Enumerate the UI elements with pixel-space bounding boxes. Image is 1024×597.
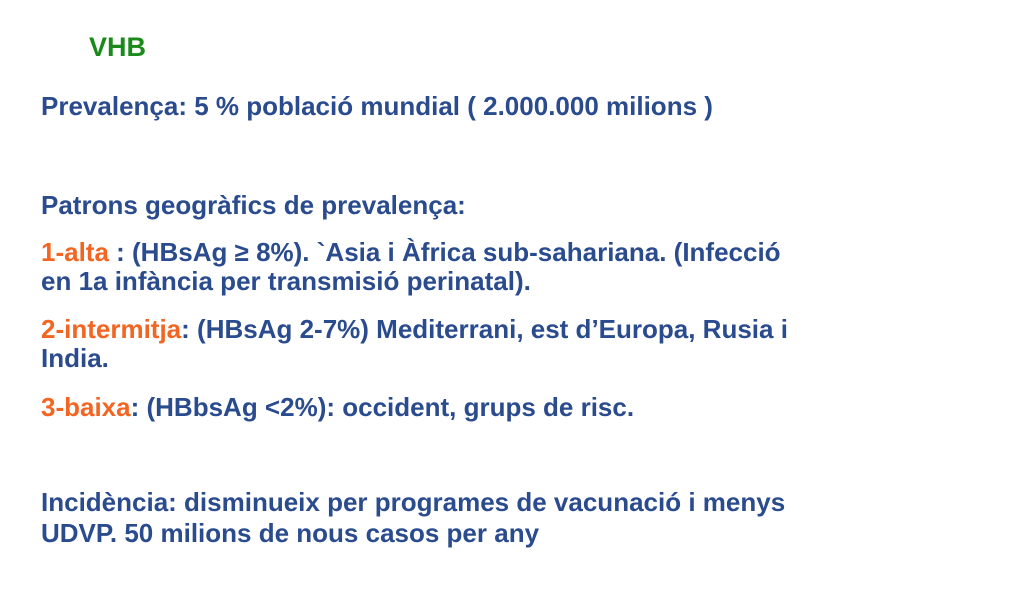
- high-prevalence-text: : (HBsAg ≥ 8%). `Asia i Àfrica sub-sahariana. (Infecció: [108, 237, 781, 267]
- low-prevalence-line: [41, 392, 634, 423]
- low-prevalence-label: 3-baixa: [41, 392, 131, 422]
- prevalence-line: Prevalença: 5 % població mundial ( 2.000.000 milions ): [41, 91, 713, 121]
- incidence-line2: UDVP. 50 milions de nous casos per any: [41, 518, 540, 548]
- low-prevalence-text: : (HBbsAg <2%): occident, grups de risc.: [130, 392, 635, 422]
- high-prevalence-label: 1-alta: [41, 237, 109, 267]
- intermediate-prevalence-text: : (HBsAg 2-7%) Mediterrani, est d’Europa, Rusia i: [181, 314, 788, 344]
- high-prevalence-line1: [41, 237, 781, 268]
- patterns-heading: Patrons geogràfics de prevalença:: [41, 190, 466, 220]
- slide-title: VHB: [89, 32, 147, 62]
- high-prevalence-line2: en 1a infància per transmisió perinatal).: [41, 266, 531, 296]
- intermediate-prevalence-line2: India.: [41, 343, 109, 373]
- incidence-line1: Incidència: disminueix per programes de vacunació i menys: [41, 487, 786, 517]
- intermediate-prevalence-label: 2-intermitja: [41, 314, 182, 344]
- intermediate-prevalence-line1: [41, 314, 788, 345]
